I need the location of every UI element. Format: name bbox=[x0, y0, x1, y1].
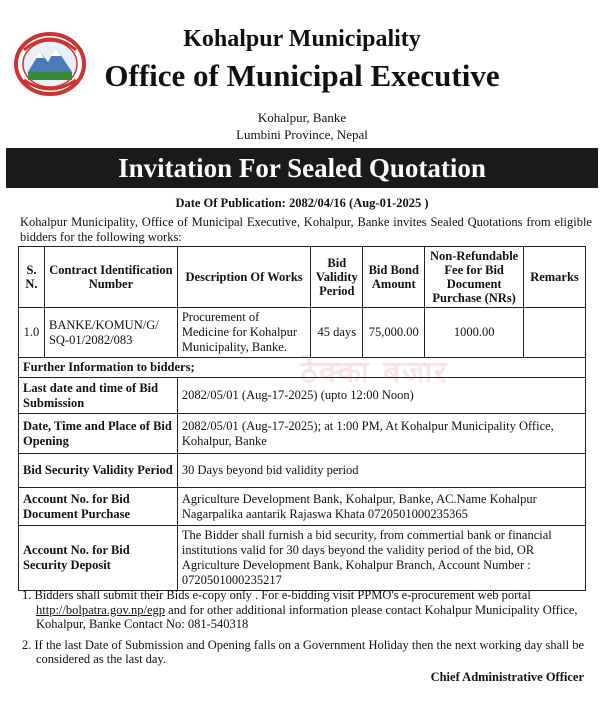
header-description: Description Of Works bbox=[177, 247, 310, 308]
info-row bbox=[19, 488, 586, 526]
info-value: Agriculture Development Bank, Kohalpur, Banke, AC.Name Kohalpur Nagarpalika aantarik Rajaswa Khata 0720501000235365 bbox=[177, 488, 585, 526]
cell-sn: 1.0 bbox=[19, 308, 45, 358]
header-fee: Non-Refundable Fee for Bid Document Purchase (NRs) bbox=[425, 247, 524, 308]
info-row bbox=[19, 526, 586, 591]
info-value: 2082/05/01 (Aug-17-2025); at 1:00 PM, At Kohalpur Municipality Office, Kohalpur, Banke bbox=[177, 414, 585, 454]
info-label: Date, Time and Place of Bid Opening bbox=[19, 414, 178, 454]
header bbox=[0, 0, 604, 148]
egp-portal-link[interactable]: http://bolpatra.gov.np/egp bbox=[36, 602, 166, 617]
cell-remarks bbox=[524, 308, 586, 358]
header-remarks: Remarks bbox=[524, 247, 586, 308]
note-1 bbox=[22, 588, 590, 632]
info-label: Account No. for Bid Security Deposit bbox=[19, 526, 178, 591]
notes-section bbox=[22, 588, 590, 673]
watermark: ठेक्का बजार bbox=[300, 355, 449, 390]
note-1-text-cont: and for other additional information please contact Kohalpur Municipality Office, Kohalpur, Banke Contact No: 081-540318 bbox=[36, 602, 578, 631]
header-bond: Bid Bond Amount bbox=[363, 247, 425, 308]
info-row bbox=[19, 414, 586, 454]
info-row bbox=[19, 454, 586, 488]
info-label: Last date and time of Bid Submission bbox=[19, 378, 178, 414]
office-name: Office of Municipal Executive bbox=[104, 58, 500, 93]
note-1-text: 1. Bidders shall submit their Bids e-copy only . For e-bidding visit PPMO's e-procurement web portal bbox=[22, 588, 531, 602]
notice-banner: Invitation For Sealed Quotation bbox=[6, 148, 598, 188]
cell-validity: 45 days bbox=[311, 308, 363, 358]
header-validity: Bid Validity Period bbox=[311, 247, 363, 308]
header-sn: S. N. bbox=[19, 247, 45, 308]
info-value: The Bidder shall furnish a bid security, from commertial bank or financial institutions valid for 30 days beyond the validity period of the bid, OR Agriculture Development Bank, Kohalpur Branch, Account Number : 0720501000235217 bbox=[177, 526, 585, 591]
quotation-table bbox=[18, 246, 586, 591]
note-2: 2. If the last Date of Submission and Opening falls on a Government Holiday then the next working day shall be considered as the last day. bbox=[22, 637, 585, 666]
cell-contract: BANKE/KOMUN/G/ SQ-01/2082/083 bbox=[44, 308, 177, 358]
address-line-2: Lumbini Province, Nepal bbox=[236, 127, 368, 142]
info-label: Account No. for Bid Document Purchase bbox=[19, 488, 178, 526]
municipality-name: Kohalpur Municipality bbox=[183, 26, 421, 52]
info-label: Bid Security Validity Period bbox=[19, 454, 178, 488]
table-header-row bbox=[19, 247, 586, 308]
address-line-1: Kohalpur, Banke bbox=[257, 110, 347, 125]
cell-description: Procurement of Medicine for Kohalpur Municipality, Banke. bbox=[177, 308, 310, 358]
signature-title: Chief Administrative Officer bbox=[430, 670, 584, 684]
cell-fee: 1000.00 bbox=[425, 308, 524, 358]
cell-bond: 75,000.00 bbox=[363, 308, 425, 358]
info-value: 2082/05/01 (Aug-17-2025) (upto 12:00 Noon) bbox=[177, 378, 585, 414]
intro-paragraph: Kohalpur Municipality, Office of Municipal Executive, Kohalpur, Banke invites Sealed Quotations from eligible bidders for the following works: bbox=[20, 215, 592, 244]
further-info-heading: Further Information to bidders; bbox=[19, 358, 586, 378]
header-contract: Contract Identification Number bbox=[44, 247, 177, 308]
publication-date: Date Of Publication: 2082/04/16 (Aug-01-2025 ) bbox=[175, 196, 429, 210]
info-value: 30 Days beyond bid validity period bbox=[177, 454, 585, 488]
